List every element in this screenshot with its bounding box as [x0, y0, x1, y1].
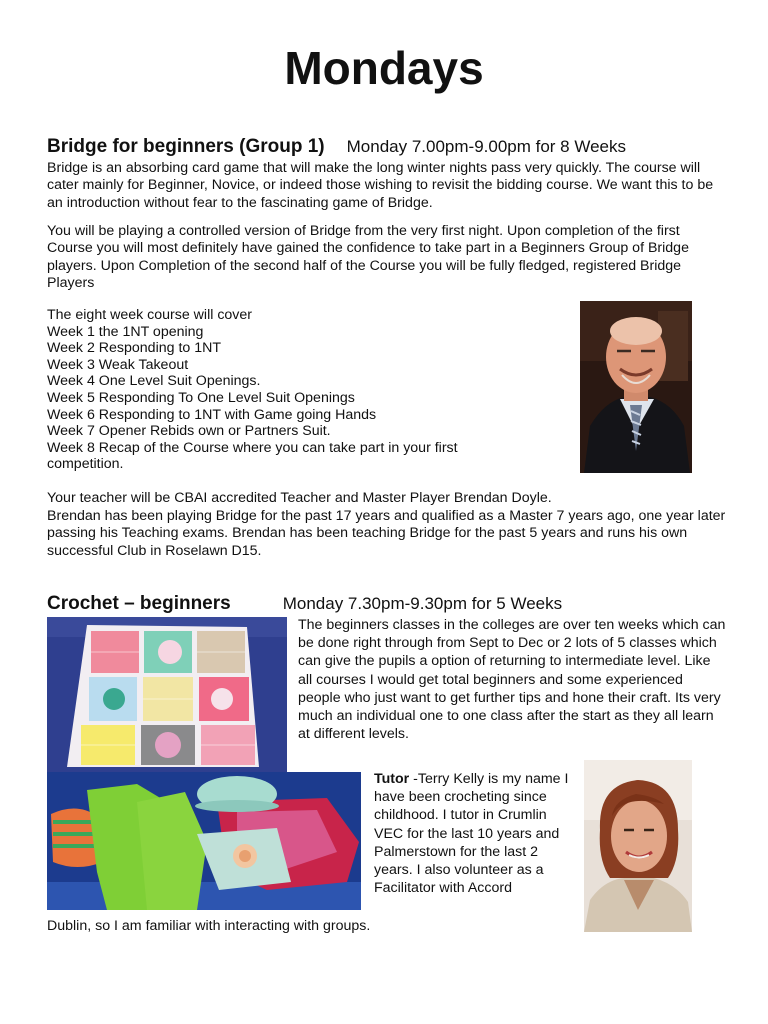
tutor-portrait-image: [584, 760, 692, 932]
course-week-item: Week 7 Opener Rebids own or Partners Suit.: [47, 423, 331, 440]
course-week-item: Week 4 One Level Suit Openings.: [47, 373, 261, 390]
crochet-tutor-photo: [584, 760, 692, 932]
course-week-item: Week 3 Weak Takeout: [47, 356, 189, 373]
bridge-teacher-paragraph-1: Your teacher will be CBAI accredited Teacher and Master Player Brendan Doyle.: [47, 490, 552, 506]
tutor-label: Tutor: [374, 771, 410, 787]
crochet-tutor-text: [374, 770, 574, 897]
bridge-intro-paragraph-1: Bridge is an absorbing card game that will make the long winter nights pass very quickly. The course will cater mainly for Beginner, Novice, or indeed those wishing to revisit the bidding course. We want this to be an introduction without fear to the fascinating game of Bridge.: [47, 160, 714, 211]
bridge-schedule: Monday 7.00pm-9.00pm for 8 Weeks: [346, 137, 627, 156]
bridge-section-heading: [47, 136, 626, 159]
course-list-heading: The eight week course will cover: [47, 307, 253, 323]
granny-square-blanket-image: [47, 617, 287, 772]
course-week-item: Week 5 Responding To One Level Suit Openings: [47, 389, 355, 406]
course-week-item: Week 8 Recap of the Course where you can take part in your first competition.: [47, 439, 458, 473]
crochet-blanket-photo: [47, 617, 287, 772]
crochet-schedule: Monday 7.30pm-9.30pm for 5 Weeks: [282, 594, 563, 613]
crochet-tutor-text-end: Dublin, so I am familiar with interacting with groups.: [47, 918, 371, 934]
bridge-intro-paragraph-2: You will be playing a controlled version of Bridge from the very first night. Upon completion of the first Course you will most definitely have gained the confidence to take part in a Beginners Group of Bridge players. Upon Completion of the second half of the Course you will be fully fledged, registered Bridge Players: [47, 223, 689, 292]
page-title: Mondays: [284, 42, 484, 94]
bridge-teacher-photo: [580, 301, 692, 473]
crochet-description: The beginners classes in the colleges are over ten weeks which can be done right through from Sept to Dec or 2 lots of 5 classes which can give the pupils a option of returning to intermediate level. Like all courses I would get total beginners and some experienced people who just want to get further tips and hone their craft. Its very much an individual one to one class after the start as they all learn at different levels.: [298, 617, 726, 743]
crochet-items-photo: [47, 772, 361, 910]
course-week-item: Week 2 Responding to 1NT: [47, 340, 222, 357]
tutor-bio: -Terry Kelly is my name I have been crocheting since childhood. I tutor in Crumlin VEC for the last 10 years and Palmerstown for the last 2 years. I also volunteer as a Facilitator with Accord: [374, 771, 569, 897]
crochet-section-title: Crochet – beginners: [47, 593, 231, 614]
crochet-section-heading: [47, 593, 562, 616]
bridge-section-title: Bridge for beginners (Group 1): [47, 136, 325, 157]
course-week-item: Week 1 the 1NT opening: [47, 323, 204, 340]
crochet-scarves-hats-image: [47, 772, 361, 910]
bridge-course-list: [47, 307, 517, 473]
bridge-teacher-paragraph-2: Brendan has been playing Bridge for the past 17 years and qualified as a Master 7 years ago, one year later passing his Teaching exams. Brendan has been teaching Bridge for the past 5 years and runs his own successful Club in Roselawn D15.: [47, 508, 726, 559]
course-week-item: Week 6 Responding to 1NT with Game going Hands: [47, 406, 377, 423]
teacher-portrait-image: [580, 301, 692, 473]
